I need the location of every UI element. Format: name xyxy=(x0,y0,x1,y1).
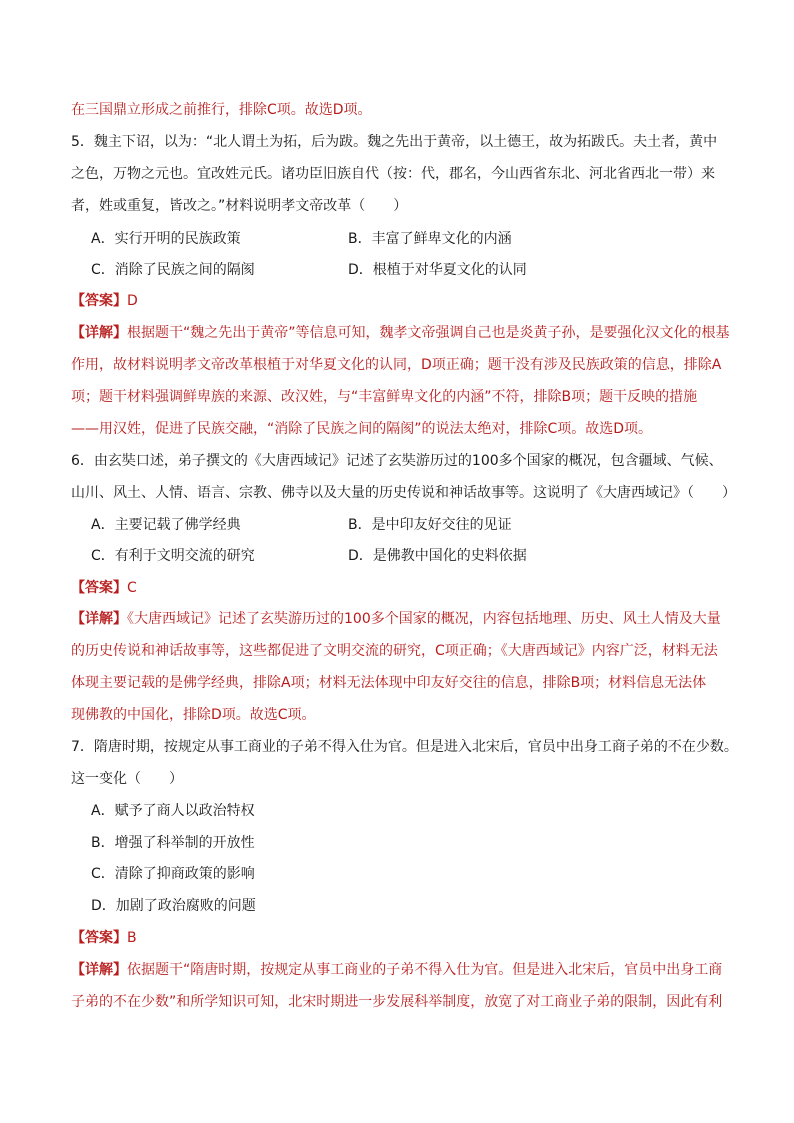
q7-option-b: B．增强了科举制的开放性 xyxy=(91,835,255,851)
q5-stem-line-3: 者，姓或重复，皆改之。”材料说明孝文帝改革（ ） xyxy=(71,198,408,214)
q5-answer-label: 【答案】 xyxy=(71,293,127,309)
q6-answer xyxy=(71,578,137,598)
q7-detail-line-1 xyxy=(71,960,722,980)
q6-detail-line-2: 的历史传说和神话故事等，这些都促进了文明交流的研究，C项正确；《大唐西域记》内容广泛，材料无法 xyxy=(71,643,718,659)
q6-detail-text-1: 《大唐西域记》记述了玄奘游历过的100多个国家的概况，内容包括地理、历史、风土人情及大量 xyxy=(127,611,721,627)
q5-detail-line-1 xyxy=(71,323,730,343)
q5-answer xyxy=(71,291,138,311)
q6-option-d: D．是佛教中国化的史料依据 xyxy=(348,548,527,564)
q6-answer-value: C xyxy=(127,580,137,596)
q6-detail-line-4: 现佛教的中国化，排除D项。故选C项。 xyxy=(71,707,316,723)
q6-detail-label: 【详解】 xyxy=(71,611,127,627)
q5-option-d: D．根植于对华夏文化的认同 xyxy=(348,262,527,278)
q7-option-d: D．加剧了政治腐败的问题 xyxy=(91,898,256,914)
q7-stem-line-2: 这一变化（ ） xyxy=(71,771,183,787)
q5-detail-line-2: 作用，故材料说明孝文帝改革根植于对华夏文化的认同，D项正确；题干没有涉及民族政策的信息，排除A xyxy=(71,357,722,373)
q7-detail-label: 【详解】 xyxy=(71,962,127,978)
q5-detail-line-4: ——用汉姓，促进了民族交融，“消除了民族之间的隔阂”的说法太绝对，排除C项。故选D项。 xyxy=(71,421,653,437)
q5-option-b: B．丰富了鲜卑文化的内涵 xyxy=(348,231,512,247)
q5-answer-value: D xyxy=(127,293,138,309)
q7-answer-label: 【答案】 xyxy=(71,930,127,946)
q7-detail-text-1: 依据题干“隋唐时期，按规定从事工商业的子弟不得入仕为官。但是进入北宋后，官员中出身工商 xyxy=(127,962,723,978)
q6-stem-line-1: 6．由玄奘口述，弟子撰文的《大唐西域记》记述了玄奘游历过的100多个国家的概况，包含疆域、气候、 xyxy=(71,453,723,469)
q5-stem-line-2: 之色，万物之元也。宜改姓元氏。诸功臣旧族自代（按：代，郡名，今山西省东北、河北省西北一带）来 xyxy=(71,166,715,182)
q6-detail-line-1 xyxy=(71,609,721,629)
q6-option-c: C．有利于文明交流的研究 xyxy=(91,548,255,564)
q5-stem-line-1: 5．魏主下诏，以为：“北人谓土为拓，后为跋。魏之先出于黄帝，以土德王，故为拓跋氏。夫土者，黄中 xyxy=(71,134,718,150)
q5-detail-label: 【详解】 xyxy=(71,325,127,341)
q6-option-a: A．主要记载了佛学经典 xyxy=(91,517,241,533)
q6-detail-line-3: 体现主要记载的是佛学经典，排除A项；材料无法体现中印友好交往的信息，排除B项；材料信息无法体 xyxy=(71,675,707,691)
q6-option-b: B．是中印友好交往的见证 xyxy=(348,517,512,533)
q6-stem-line-2: 山川、风土、人情、语言、宗教、佛寺以及大量的历史传说和神话故事等。这说明了《大唐西域记》（ ） xyxy=(71,485,736,501)
q5-option-c: C．消除了民族之间的隔阂 xyxy=(91,262,255,278)
q7-answer xyxy=(71,928,137,948)
q7-option-c: C．清除了抑商政策的影响 xyxy=(91,866,255,882)
q6-answer-label: 【答案】 xyxy=(71,580,127,596)
previous-detail-tail: 在三国鼎立形成之前推行，排除C项。故选D项。 xyxy=(71,102,372,118)
q7-answer-value: B xyxy=(127,930,137,946)
q5-detail-line-3: 项；题干材料强调鲜卑族的来源、改汉姓，与“丰富鲜卑文化的内涵”不符，排除B项；题干反映的措施 xyxy=(71,389,698,405)
q7-option-a: A．赋予了商人以政治特权 xyxy=(91,803,255,819)
q7-stem-line-1: 7．隋唐时期，按规定从事工商业的子弟不得入仕为官。但是进入北宋后，官员中出身工商子弟的不在少数。 xyxy=(71,739,738,755)
q7-detail-line-2: 子弟的不在少数”和所学知识可知，北宋时期进一步发展科举制度，放宽了对工商业子弟的限制，因此有利 xyxy=(71,994,723,1010)
q5-option-a: A．实行开明的民族政策 xyxy=(91,231,241,247)
q5-detail-text-1: 根据题干“魏之先出于黄帝”等信息可知，魏孝文帝强调自己也是炎黄子孙，是要强化汉文化的根基 xyxy=(127,325,730,341)
